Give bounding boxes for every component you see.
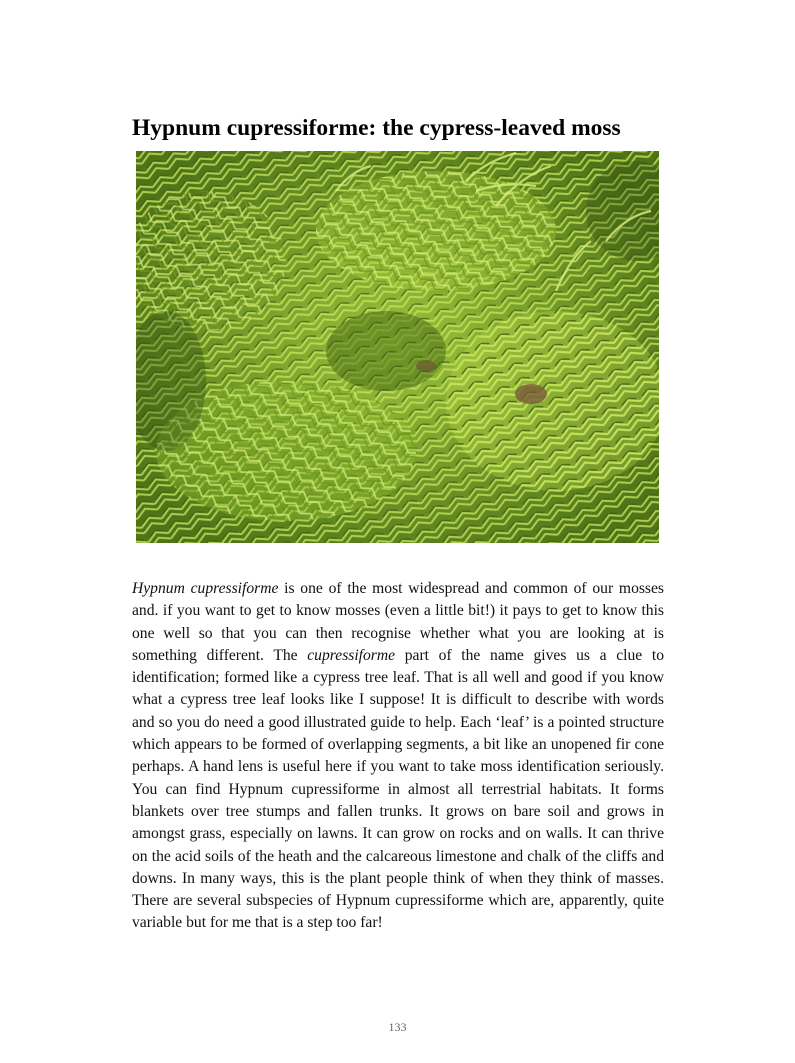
page-title: Hypnum cupressiforme: the cypress-leaved moss xyxy=(132,114,621,141)
page-number: 133 xyxy=(388,1020,407,1034)
body-paragraph xyxy=(132,578,664,935)
epithet-italic: cupressiforme xyxy=(307,646,396,664)
paragraph-text-1: is one of the most widespread and common of our mosses and. if you want to get to know mosses (even a little bit!) it pays to get to know this one well so that you can then recognise whether what you are looking at is something different. The xyxy=(132,580,664,664)
paragraph-text-2: part of the name gives us a clue to identification; formed like a cypress tree leaf. That is all well and good if you know what a cypress tree leaf looks like I suppose! It is difficult to describe with words and so you do need a good illustrated guide to help. Each ‘leaf’ is a pointed structure which appears to be formed of overlapping segments, a bit like an unopened fir cone perhaps. A hand lens is useful here if you want to take moss identification seriously. You can find Hypnum cupressiforme in almost all terrestrial habitats. It forms blankets over tree stumps and fallen trunks. It grows on bare soil and grows in amongst grass, especially on lawns. It can grow on rocks and on walls. It can thrive on the acid soils of the heath and the calcareous limestone and chalk of the cliffs and downs. In many ways, this is the plant people think of when they think of masses. There are several subspecies of Hypnum cupressiforme which are, apparently, quite variable but for me that is a step too far! xyxy=(132,646,664,932)
moss-photo xyxy=(136,151,659,543)
species-name-italic: Hypnum cupressiforme xyxy=(132,580,279,597)
